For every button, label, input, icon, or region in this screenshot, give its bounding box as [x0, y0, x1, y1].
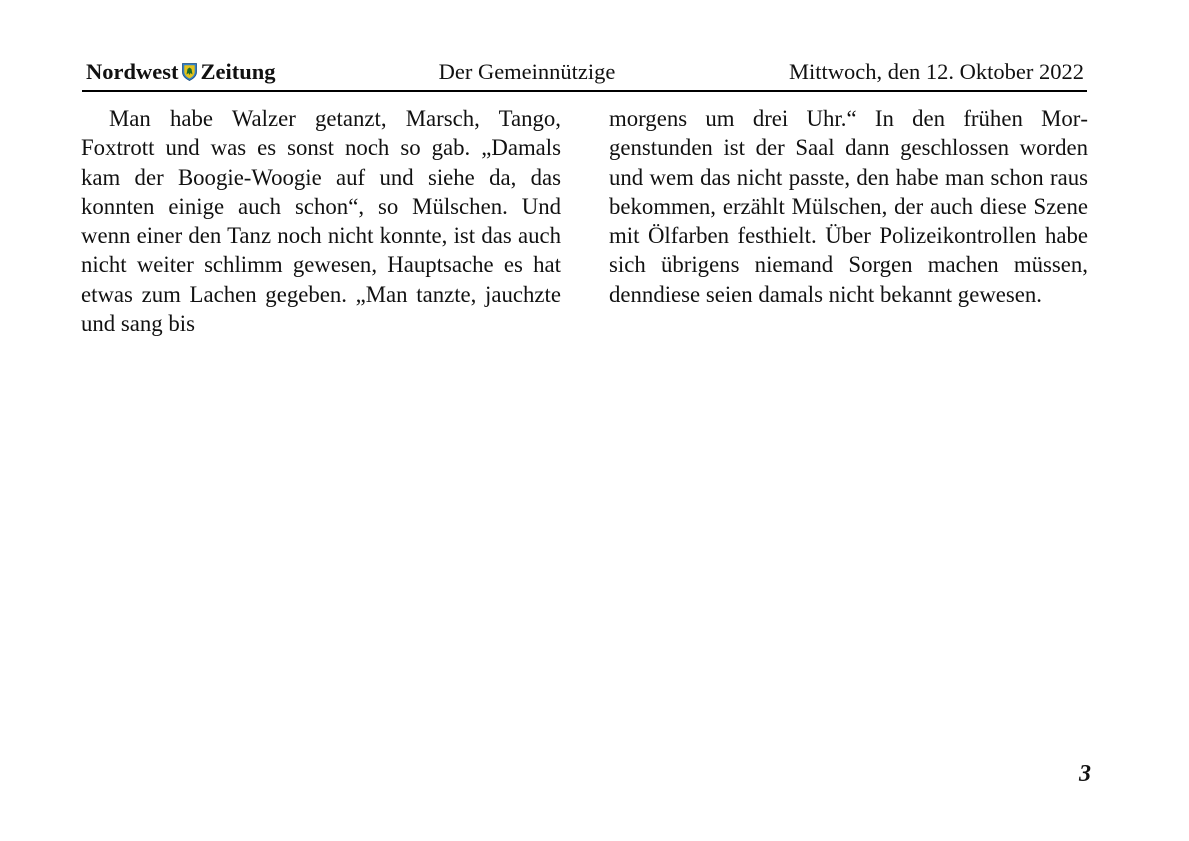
- page-header: [86, 58, 1084, 88]
- article-column-right: [609, 104, 1088, 309]
- masthead-word-1: Nordwest: [86, 59, 179, 84]
- issue-date: Mittwoch, den 12. Oktober 2022: [789, 59, 1084, 84]
- header-rule: [82, 90, 1087, 92]
- masthead-word-2: Zeitung: [200, 59, 276, 84]
- section-title: Der Gemeinnützige: [438, 59, 616, 84]
- page-number: 3: [1079, 761, 1091, 787]
- paragraph-left: Man habe Walzer getanzt, Marsch, Tango, Foxtrott und was es sonst noch so gab. „Damals kam der Boogie-Woogie auf und siehe da, das konnten einige auch schon“, so Mülschen. Und wenn einer den Tanz noch nicht konnte, ist das auch nicht weiter schlimm gewesen, Hauptsache es hat etwas zum Lachen gegeben. „Man tanzte, jauchzte und sang bis: [81, 106, 561, 337]
- article-column-left: [81, 104, 561, 338]
- paragraph-right: morgens um drei Uhr.“ In den frühen Morgenstunden ist der Saal dann geschlossen worden und wem das nicht passte, den habe man schon raus bekommen, erzählt Mülschen, der auch diese Szene mit Ölfarben festhielt. Über Polizeikontrollen habe sich übrigens niemand Sorgen machen müssen, denndiese seien damals nicht bekannt gewesen.: [609, 106, 1088, 307]
